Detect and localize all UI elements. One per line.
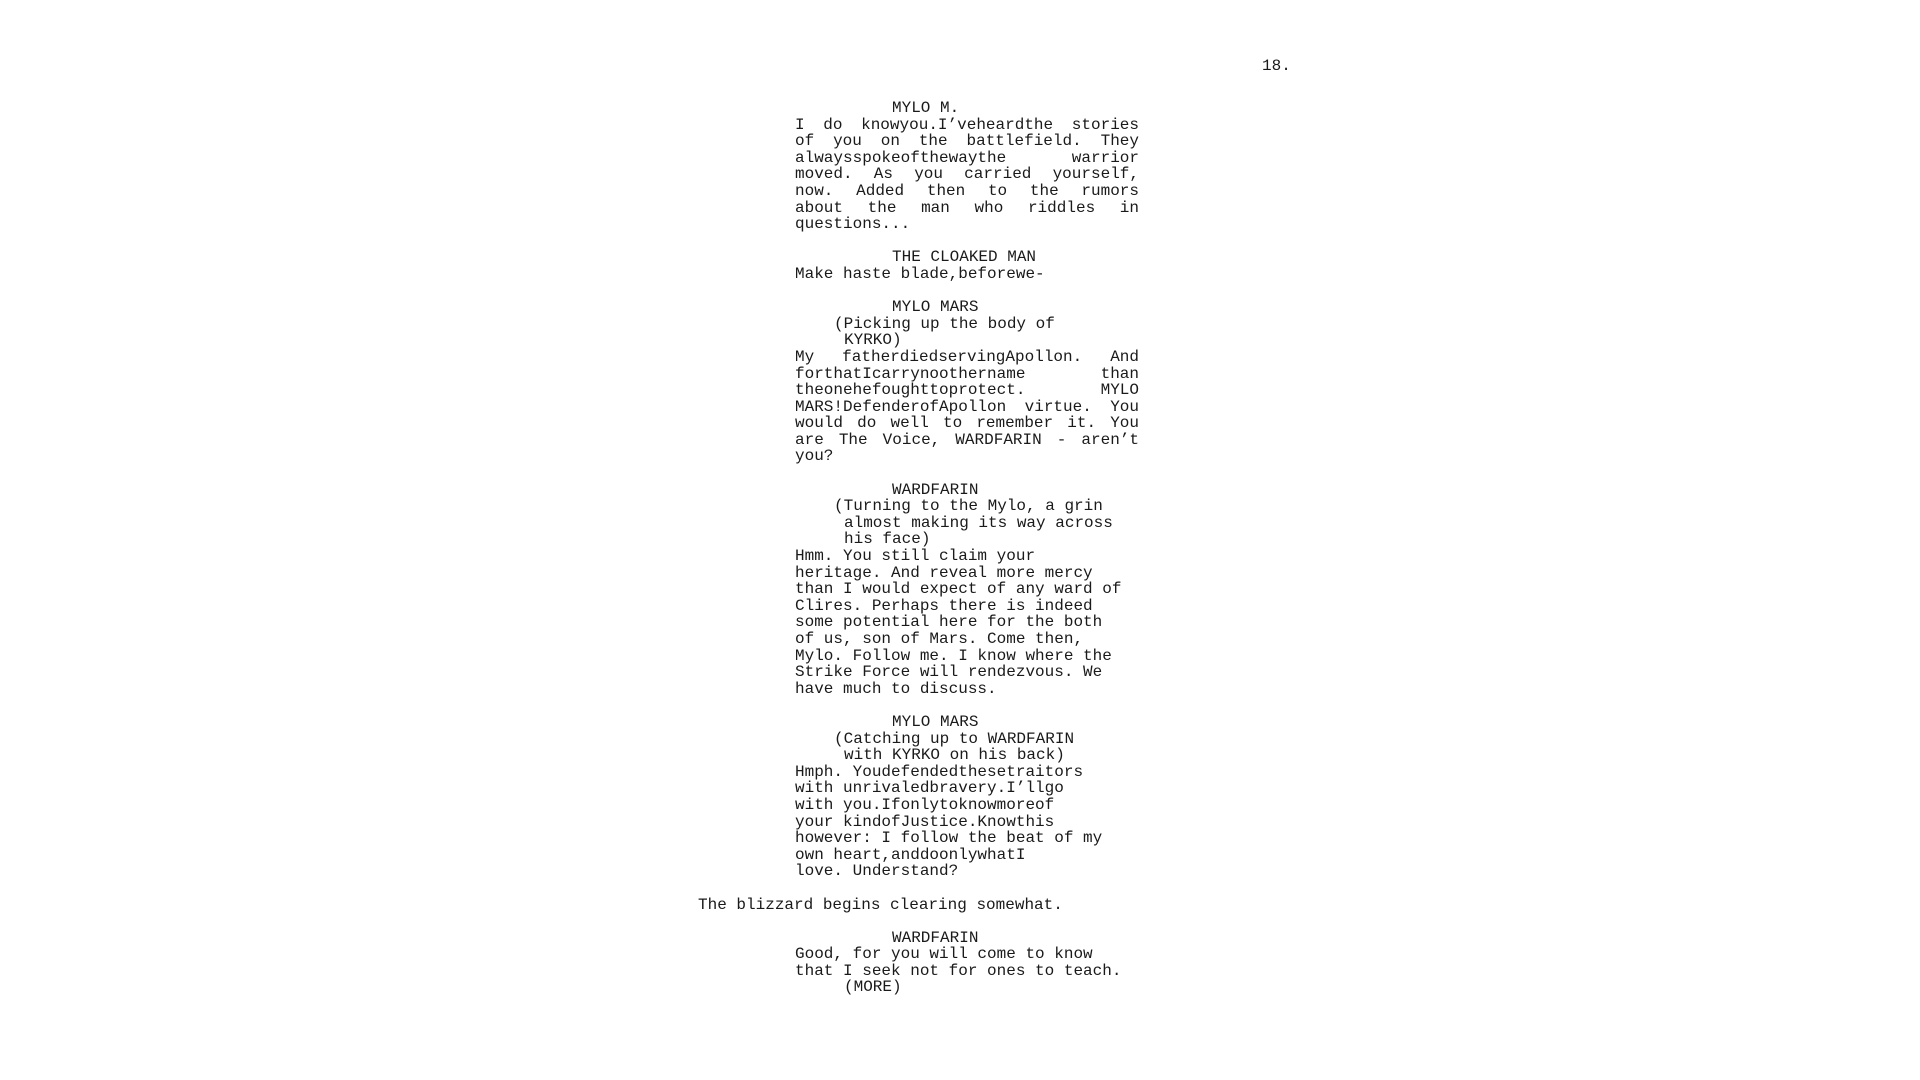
action-line: The blizzard begins clearing somewhat. xyxy=(698,895,1063,914)
dialogue-line: Hmph. Youdefendedthesetraitors xyxy=(795,762,1084,781)
dialogue-block xyxy=(0,299,1920,465)
dialogue-text xyxy=(0,349,1920,465)
dialogue-line: heritage. And reveal more mercy xyxy=(795,563,1093,582)
dialogue-text xyxy=(0,946,1920,979)
dialogue-line: of us, son of Mars. Come then, xyxy=(795,630,1084,648)
character-name: THE CLOAKED MAN xyxy=(892,248,1037,267)
dialogue-line: Strike Force will rendezvous. We xyxy=(795,663,1103,682)
dialogue-block xyxy=(0,714,1920,880)
parenthetical: (Catching up to WARDFARIN xyxy=(834,729,1075,748)
dialogue-text xyxy=(0,548,1920,697)
parenthetical: almost making its way across xyxy=(844,513,1113,532)
dialogue-line: with unrivaledbravery.I’llgo xyxy=(795,779,1064,798)
dialogue-line: you? xyxy=(795,447,834,466)
more-marker: (MORE) xyxy=(844,978,902,997)
dialogue-line: moved. As you carried yourself, xyxy=(795,165,1139,184)
dialogue-line: now. Added then to the rumors xyxy=(795,181,1139,200)
dialogue-line: would do well to remember it. You xyxy=(795,414,1139,433)
dialogue-line: alwaysspokeofthewaythe warrior xyxy=(795,148,1139,167)
character-name: WARDFARIN xyxy=(892,928,979,947)
script-body xyxy=(0,100,1920,996)
dialogue-block xyxy=(0,482,1920,698)
dialogue-line: however: I follow the beat of my xyxy=(795,829,1103,848)
character-name: MYLO M. xyxy=(892,99,960,117)
dialogue-line: theonehefoughttoprotect. MYLO xyxy=(795,381,1139,400)
dialogue-block xyxy=(0,100,1920,233)
dialogue-line: own heart,anddoonlywhatI xyxy=(795,845,1026,864)
character-name: MYLO MARS xyxy=(892,298,979,317)
parenthetical: (Turning to the Mylo, a grin xyxy=(834,497,1103,516)
dialogue-line: Clires. Perhaps there is indeed xyxy=(795,596,1093,615)
dialogue-line: Make haste blade,beforewe- xyxy=(795,264,1045,283)
dialogue-line: are The Voice, WARDFARIN - aren’t xyxy=(795,430,1139,449)
dialogue-text xyxy=(0,764,1920,880)
parenthetical: (Picking up the body of xyxy=(834,314,1055,333)
dialogue-line: Mylo. Follow me. I know where the xyxy=(795,646,1112,665)
dialogue-line: about the man who riddles in xyxy=(795,198,1139,217)
dialogue-line: that I seek not for ones to teach. xyxy=(795,961,1122,980)
dialogue-line: than I would expect of any ward of xyxy=(795,580,1122,599)
character-name: MYLO MARS xyxy=(892,712,979,731)
parenthetical: KYRKO) xyxy=(844,331,902,350)
page-number: 18. xyxy=(1262,57,1291,75)
character-name: WARDFARIN xyxy=(892,480,979,499)
dialogue-line: My fatherdiedservingApollon. And xyxy=(795,347,1139,366)
dialogue-block xyxy=(0,249,1920,282)
dialogue-line: Good, for you will come to know xyxy=(795,945,1093,964)
parenthetical: with KYRKO on his back) xyxy=(844,746,1065,765)
dialogue-line: with you.Ifonlytoknowmoreof xyxy=(795,795,1055,814)
dialogue-text xyxy=(0,266,1920,283)
dialogue-text xyxy=(0,117,1920,233)
dialogue-line: questions... xyxy=(795,215,911,234)
dialogue-line: have much to discuss. xyxy=(795,679,997,698)
dialogue-line: Hmm. You still claim your xyxy=(795,547,1036,566)
dialogue-block xyxy=(0,930,1920,996)
dialogue-line: of you on the battlefield. They xyxy=(795,132,1139,151)
dialogue-line: some potential here for the both xyxy=(795,613,1103,632)
dialogue-line: MARS!DefenderofApollon virtue. You xyxy=(795,397,1139,416)
dialogue-line: I do knowyou.I’veheardthe stories xyxy=(795,115,1139,134)
dialogue-line: love. Understand? xyxy=(795,862,959,881)
parenthetical: his face) xyxy=(844,530,931,549)
dialogue-line: forthatIcarrynoothername than xyxy=(795,364,1139,383)
dialogue-line: your kindofJustice.Knowthis xyxy=(795,812,1055,831)
